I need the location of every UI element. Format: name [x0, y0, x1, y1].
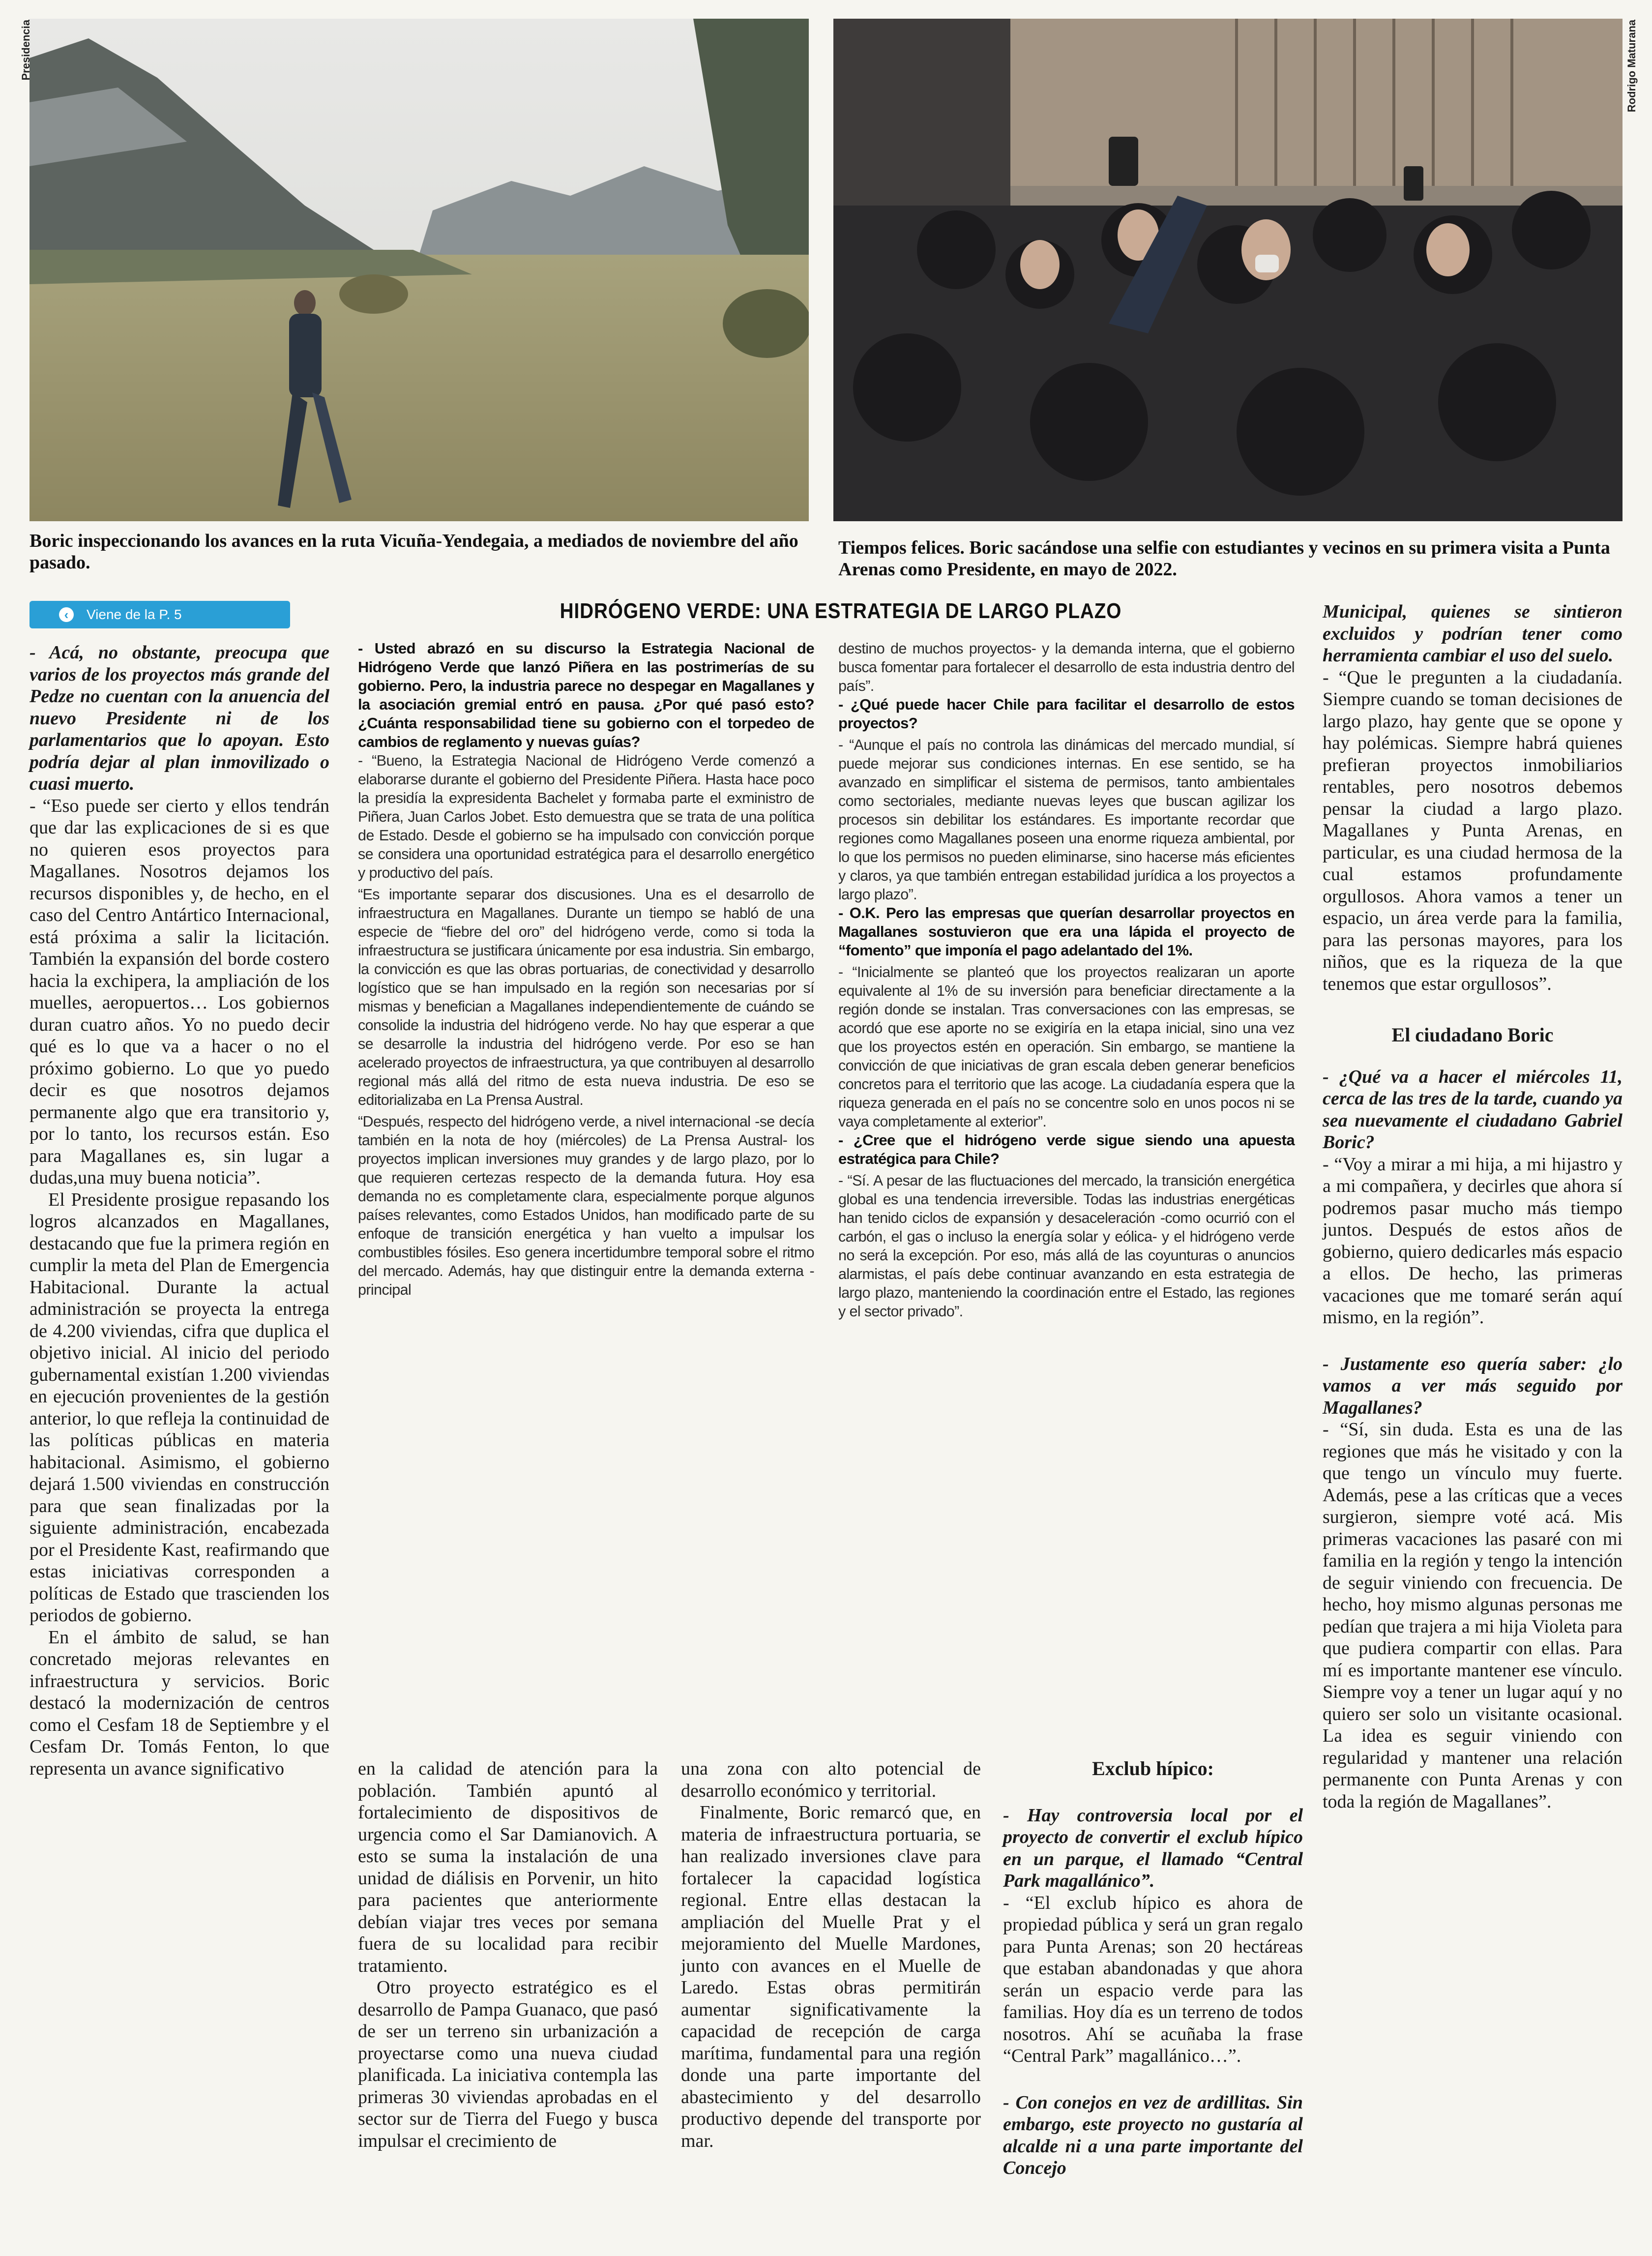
article-column-5 [1323, 601, 1622, 1812]
answer-wednesday: - “Voy a mirar a mi hija, a mi hijastro y a mi compañera, y decirles que ahora sí podremos pasar mucho más tiempo juntos. Después de estos años de gobierno, quiero dedicarles más espacio a ellos. De hecho, las primeras vacaciones que me tomaré serán aquí mismo, en la región”. [1323, 1154, 1622, 1328]
answer-hydrogen-strategy-1: - “Bueno, la Estrategia Nacional de Hidrógeno Verde comenzó a elaborarse durante el gobierno del Presidente Piñera. Hasta hace poco la presidía la expresidenta Bachelet y formaba parte el exministro de Piñera, Juan Carlos Jobet. Esto demuestra que se trata de una política de Estado. Desde el gobierno se ha impulsado con convicción porque se considera una oportunidad estratégica para el desarrollo energético y productivo del país. [358, 752, 814, 881]
question-pedze-projects: - Acá, no obstante, preocupa que varios de los proyectos más grande del Pedze no cuentan con la anuencia del nuevo Presidente ni de los parlamentarios que lo apoyan. Esto podría dejar al plan inmovilizado o cuasi muerto. [30, 642, 329, 794]
paragraph-pampa-guanaco-cont: una zona con alto potencial de desarrollo económico y territorial. [681, 1758, 981, 1801]
chevron-left-icon: ‹ [59, 607, 74, 622]
section-title: HIDRÓGENO VERDE: UNA ESTRATEGIA DE LARGO PLAZO [560, 599, 1122, 623]
question-hydrogen-strategy: - Usted abrazó en su discurso la Estrategia Nacional de Hidrógeno Verde que lanzó Piñera en las postrimerías de su gobierno. Pero, la industria parece no despegar en Magallanes y la asociación gremial entró en pausa. ¿Por qué pasó esto? ¿Cuánta responsabilidad tiene su gobierno con el torpedeo de cambios de reglamento y nuevas guías? [358, 640, 814, 750]
paragraph-health: En el ámbito de salud, se han concretado mejoras relevantes en infraestructura y servicios. Boric destacó la modernización de centros como el Cesfam 18 de Septiembre y el Cesfam Dr. Tomás Fenton, lo que representa un avance significativo [30, 1627, 329, 1779]
answer-chile-facilitate: - “Aunque el país no controla las dinámicas del mercado mundial, sí puede mejorar sus condiciones internas. En ese sentido, se ha avanzado en simplificar el sistema de permisos, tanto ambientales como sectoriales, mediante nuevas leyes que buscan agilizar los procesos sin debilitar los estándares. Es importante recordar que regiones como Magallanes poseen una enorme riqueza ambiental, por lo que los permisos no pueden eliminarse, sino hacerse más eficientes y claros, ya que también entregan estabilidad jurídica a los proyectos a largo plazo”. [838, 737, 1295, 903]
photo-caption-left: Boric inspeccionando los avances en la ruta Vicuña-Yendegaia, a mediados de noviembre del año pasado. [30, 531, 798, 573]
question-more-visits: - Justamente eso quería saber: ¿lo vamos a ver más seguido por Magallanes? [1323, 1353, 1622, 1418]
question-wednesday: - ¿Qué va a hacer el miércoles 11, cerca de las tres de la tarde, cuando ya sea nuevamente el ciudadano Gabriel Boric? [1323, 1066, 1622, 1153]
article-column-3 [681, 1758, 981, 2152]
continued-from-page-tag [30, 601, 290, 628]
answer-conejos: - “Que le pregunten a la ciudadanía. Siempre cuando se toman decisiones de largo plazo, hay gente que se opone y hay polémicas. Siempre habrá quienes prefieran proyectos inmobiliarios rentables, pero nosotros debemos pensar la ciudad a largo plazo. Magallanes y Punta Arenas, en particular, es una ciudad hermosa de la cual estamos profundamente orgullosos. Ahora vamos a tener un espacio, un área verde para la familia, para las personas mayores, para los niños, que es la riqueza de la que tenemos que estar orgullosos”. [1323, 667, 1622, 994]
subheading-ciudadano-boric: El ciudadano Boric [1391, 1024, 1554, 1046]
paragraph-pampa-guanaco: Otro proyecto estratégico es el desarrollo de Pampa Guanaco, que pasó de ser un terreno sin urbanización a proyectarse como una nueva ciudad planificada. La iniciativa contempla las primeras 30 viviendas aprobadas en el sector sur de Tierra del Fuego y busca impulsar el crecimiento de [358, 1977, 658, 2151]
photo-boric-road-inspection [30, 19, 809, 521]
hydrogen-box-col-a [358, 639, 814, 1299]
answer-fomento-payment: - “Inicialmente se planteó que los proyectos realizaran un aporte equivalente al 1% de su inversión para beneficiar directamente a la región donde se instalan. Tras conversaciones con las empresas, se acordó que ese aporte no se exigiría en la etapa inicial, sino una vez que los proyectos estén en operación. Sin embargo, se mantiene la convicción de que iniciativas de gran escala deben generar beneficios concretos para el territorio que las acoge. La ciudadanía espera que la riqueza generada en el país no se concentre solo en unos pocos ni se vaya completamente al exterior”. [838, 964, 1295, 1130]
photo-credit-left: Presidencia [20, 20, 32, 81]
photo-credit-right: Rodrigo Maturana [1625, 20, 1638, 113]
answer-strategic-bet: - “Sí. A pesar de las fluctuaciones del mercado, la transición energética global es una tendencia irreversible. Todas las industrias energéticas han tenido ciclos de expansión y desaceleración -como ocurrió con el carbón, el gas o incluso la energía solar y eólica- y el hidrógeno verde no será la excepción. Por eso, más allá de las coyunturas o anuncios alarmistas, el país debe continuar avanzando en esta estrategia de largo plazo, manteniendo la coordinación entre el Estado, las regiones y el sector privado”. [838, 1172, 1295, 1320]
answer-hydrogen-strategy-4: destino de muchos proyectos- y la demanda interna, que el gobierno busca fomentar para fortalecer el desarrollo de esta industria dentro del país”. [838, 640, 1295, 694]
paragraph-port-infrastructure: Finalmente, Boric remarcó que, en materia de infraestructura portuaria, se han realizado inversiones clave para fortalecer la capacidad logística regional. Entre ellas destacan la ampliación del Muelle Prat y el mejoramiento del Muelle Mardones, junto con avances en el Muelle de Laredo. Estas obras permitirán aumentar significativamente la capacidad de recepción de carga marítima, fundamental para una región donde una parte importante del abastecimiento y del desarrollo productivo depende del transporte por mar. [681, 1802, 981, 2151]
article-column-1 [30, 642, 329, 1780]
question-conejos-cont: Municipal, quienes se sintieron excluidos y podrían tener como herramienta cambiar el uso del suelo. [1323, 601, 1622, 666]
question-fomento-payment: - O.K. Pero las empresas que querían desarrollar proyectos en Magallanes sostuvieron que era una lápida el proyecto de “fomento” que imponía el pago adelantado del 1%. [838, 904, 1295, 959]
answer-central-park: - “El exclub hípico es ahora de propiedad pública y será un gran regalo para Punta Arenas; son 20 hectáreas que estaban abandonadas y que ahora serán un espacio verde para las familias. Hoy día es un terreno de todos nosotros. Ahí se acuñaba la frase “Central Park” magallánico…”. [1003, 1892, 1303, 2066]
paragraph-health-cont: en la calidad de atención para la población. También apuntó al fortalecimiento de dispositivos de urgencia como el Sar Damianovich. A esto se suma la instalación de una unidad de diálisis en Porvenir, un hito para pacientes que anteriormente debían viajar tres veces por semana fuera de su localidad para recibir tratamiento. [358, 1758, 658, 1976]
hydrogen-box-col-b [838, 639, 1295, 1321]
question-strategic-bet: - ¿Cree que el hidrógeno verde sigue siendo una apuesta estratégica para Chile? [838, 1131, 1295, 1167]
article-column-2 [358, 1758, 658, 2152]
photo-boric-selfie-crowd [833, 19, 1622, 521]
answer-hydrogen-strategy-3: “Después, respecto del hidrógeno verde, a nivel internacional -se decía también en la nota de hoy (miércoles) de La Prensa Austral- los proyectos implican inversiones muy grandes y de largo plazo, por lo que requieren certezas respecto de la demanda futura. Hoy esa demanda no es completamente clara, especialmente porque algunos países relevantes, como Estados Unidos, han modificado parte de su enfoque de transición energética y han vuelto a impulsar los combustibles fósiles. Eso genera incertidumbre temporal sobre el ritmo del mercado. Además, hay que distinguir entre la demanda externa -principal [358, 1113, 814, 1298]
question-chile-facilitate: - ¿Qué puede hacer Chile para facilitar el desarrollo de estos proyectos? [838, 696, 1295, 732]
answer-pedze-projects: - “Eso puede ser cierto y ellos tendrán que dar las explicaciones de si es que no quieren esos proyectos para Magallanes. Nosotros dejamos los recursos disponibles y, de hecho, en el caso del Centro Antártico Internacional, está próxima a salir la licitación. También la expansión del borde costero hacia la exchipera, la ampliación de los muelles, aeropuertos… Los gobiernos duran cuatro años. Yo no puedo decir qué es lo que va a hacer o no el próximo gobierno. Lo que yo puedo decir es que nosotros dejamos permanente algo que era transitorio y, por lo tanto, los recursos están. Eso para Magallanes es, sin lugar a dudas,una muy buena noticia”. [30, 795, 329, 1188]
question-central-park: - Hay controversia local por el proyecto de convertir el exclub hípico en un parque, el llamado “Central Park magallánico”. [1003, 1805, 1303, 1891]
paragraph-housing: El Presidente prosigue repasando los logros alcanzados en Magallanes, destacando que fue la primera región en cumplir la meta del Plan de Emergencia Habitacional. Durante la actual administración se proyecta la entrega de 4.200 viviendas, cifra que duplica el objetivo inicial. Al inicio del periodo gubernamental existían 1.200 viviendas en ejecución provenientes de la gestión anterior, lo que refleja la continuidad de las políticas públicas en materia habitacional. Asimismo, el gobierno dejará 1.500 viviendas en construcción para que sean finalizadas por la siguiente administración, encabezada por el Presidente Kast, reafirmando que estas iniciativas corresponden a políticas de Estado que trascienden los periodos de gobierno. [30, 1189, 329, 1626]
answer-more-visits: - “Sí, sin duda. Esta es una de las regiones que más he visitado y con la que tengo un vínculo muy fuerte. Además, pese a las críticas que a veces surgieron, siempre voté acá. Mis primeras vacaciones las pasaré con mi familia en la región y tengo la intención de seguir viniendo con frecuencia. De hecho, hoy mismo algunas personas me pedían que trajera a mi hija Violeta para que pudiera compartir con ellas. Para mí es importante mantener ese vínculo. Siempre voy a tener un lugar aquí y no quiero ser solo un visitante ocasional. La idea es seguir viniendo con regularidad y mantener una relación permanente con Punta Arenas y con toda la región de Magallanes”. [1323, 1419, 1622, 1812]
question-conejos: - Con conejos en vez de ardillitas. Sin embargo, este proyecto no gustaría al alcalde ni a una parte importante del Concejo [1003, 2092, 1303, 2178]
continued-from-label: Viene de la P. 5 [87, 607, 182, 622]
photo-caption-right: Tiempos felices. Boric sacándose una selfie con estudiantes y vecinos en su primera visita a Punta Arenas como Presidente, en mayo de 2022. [838, 537, 1610, 580]
answer-hydrogen-strategy-2: “Es importante separar dos discusiones. Una es el desarrollo de infraestructura en Magallanes. Durante un tiempo se habló de una especie de “fiebre del oro” del hidrógeno verde, como si toda la infraestructura se justificara únicamente por esa industria. Sin embargo, la convicción es que las obras portuarias, de conectividad y desarrollo logístico que se han impulsado en la región son necesarias por sí mismas y benefician a Magallanes independientemente de cuándo se consolide la industria del hidrógeno verde. No hay que esperar a que se desarrolle la industria del hidrógeno verde. Por eso se han acelerado proyectos de infraestructura, ya que contribuyen al desarrollo regional más allá del ritmo de esta nueva industria. De eso se editorializaba en La Prensa Austral. [358, 886, 814, 1108]
article-column-4 [1003, 1758, 1303, 2179]
subheading-exclub-hipico: Exclub hípico: [1092, 1757, 1214, 1780]
